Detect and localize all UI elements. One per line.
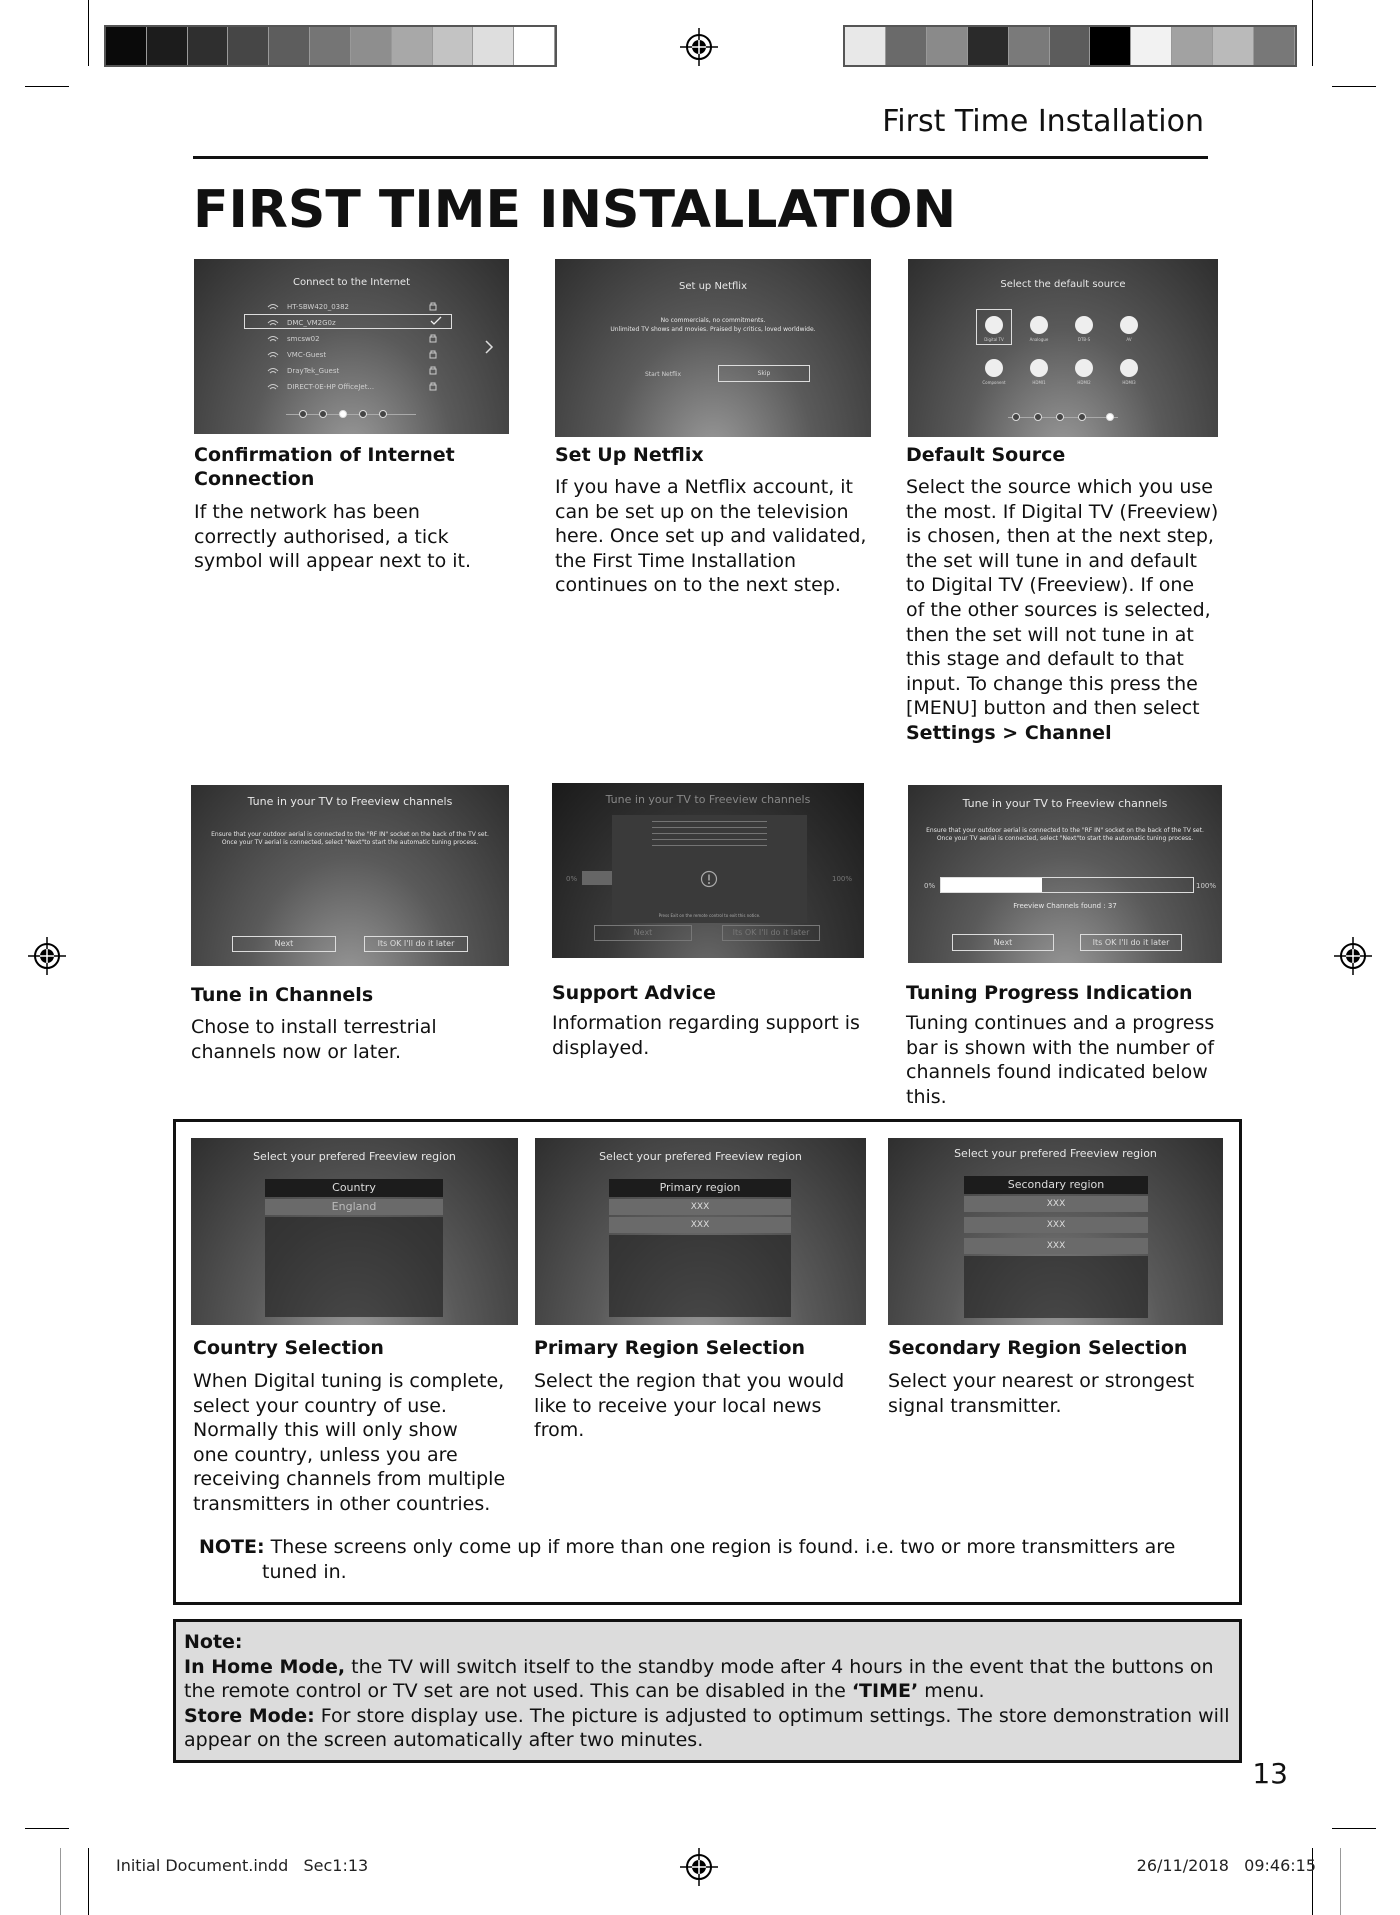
channels-found-text: Freeview Channels found : 37 — [1013, 902, 1117, 910]
color-swatch — [1009, 27, 1050, 65]
color-swatch — [886, 27, 927, 65]
step-dot-active — [339, 410, 347, 418]
step-dot — [359, 410, 367, 418]
home-mode-line — [184, 1655, 1231, 1680]
caption-line: is chosen, then at the next step, — [906, 525, 1214, 548]
page-title: FIRST TIME INSTALLATION — [193, 180, 957, 240]
screenshot-tune-channels — [191, 785, 509, 966]
registration-mark-icon — [1334, 937, 1372, 975]
screen-text: Unlimited TV shows and movies. Praised by critics, loved worldwide. — [610, 326, 816, 333]
screen-text: No commercials, no commitments. — [660, 317, 766, 324]
caption-heading: Tune in Channels — [191, 984, 374, 1006]
skip-button: Skip — [718, 365, 810, 382]
note-text: These screens only come up if more than one region is found. i.e. two or more transmitters are — [270, 1536, 1176, 1558]
screen-title: Select your prefered Freeview region — [599, 1150, 802, 1163]
next-button: Next — [952, 934, 1054, 951]
caption-body — [534, 1369, 844, 1443]
color-swatch — [188, 27, 229, 65]
step-dot — [379, 410, 387, 418]
progress-percent-start: 0% — [566, 875, 578, 883]
step-dot — [319, 410, 327, 418]
start-netflix-label: Start Netflix — [645, 371, 682, 378]
crop-mark — [88, 0, 89, 66]
screenshot-secondary-region — [888, 1138, 1223, 1325]
step-dot — [1056, 413, 1064, 421]
screen-title: Select your prefered Freeview region — [253, 1150, 456, 1163]
caption-line: then the set will not tune in at — [906, 623, 1194, 646]
source-icon — [1120, 316, 1138, 334]
registration-mark-icon — [680, 1848, 718, 1886]
caption-line: If you have a Netflix account, it — [555, 476, 854, 498]
caption-body — [906, 475, 1218, 746]
color-swatch — [927, 27, 968, 65]
tick-icon — [430, 316, 442, 326]
header-rule — [193, 156, 1208, 159]
progress-bar-fill — [941, 878, 1042, 892]
caption-heading: Tuning Progress Indication — [906, 982, 1193, 1004]
support-popup — [612, 815, 807, 923]
color-swatch — [1050, 27, 1091, 65]
caption-heading: Primary Region Selection — [534, 1337, 806, 1359]
wifi-icons — [266, 301, 280, 395]
region-note-continued: tuned in. — [262, 1561, 347, 1583]
color-swatch — [1213, 27, 1254, 65]
color-swatch — [1090, 27, 1131, 65]
screenshot-netflix — [555, 259, 871, 437]
caption-heading-line: Default Source — [906, 444, 1066, 466]
caption-line: the most. If Digital TV (Freeview) — [906, 500, 1219, 523]
registration-mark-icon — [680, 28, 718, 66]
caption-heading: Secondary Region Selection — [888, 1337, 1188, 1359]
store-mode-line — [184, 1704, 1231, 1729]
network-item: DIRECT-0E-HP OfficeJet... — [287, 383, 375, 391]
caption-heading-line: Connection — [194, 468, 315, 490]
caption-body — [555, 475, 866, 598]
caption-line: select your country of use. — [193, 1394, 447, 1417]
caption-line: to Digital TV (Freeview). If one — [906, 574, 1195, 597]
time-menu-label: ‘TIME’ — [851, 1680, 919, 1703]
caption-heading — [555, 443, 704, 467]
step-dot — [1012, 413, 1020, 421]
caption-line: symbol will appear next to it. — [194, 550, 472, 573]
caption-line: one country, unless you are — [193, 1443, 458, 1466]
screen-title: Tune in your TV to Freeview channels — [605, 793, 811, 806]
list-option: XXX — [964, 1196, 1148, 1212]
caption-line: Select the region that you would — [534, 1370, 845, 1392]
screen-title: Select the default source — [1000, 279, 1126, 290]
network-item: smcsw02 — [287, 335, 320, 343]
popup-exit-text: Press Exit on the remote control to exit this notice. — [658, 913, 761, 918]
source-label: HDMI2 — [1077, 380, 1091, 385]
screen-text: Ensure that your outdoor aerial is connected to the "RF IN" socket on the back of the TV set. — [926, 827, 1204, 834]
source-label: HDMI1 — [1032, 380, 1046, 385]
color-swatch — [968, 27, 1009, 65]
caption-line: Select the source which you use — [906, 476, 1213, 498]
source-icon — [1120, 359, 1138, 377]
screenshot-connect-internet — [194, 259, 509, 434]
source-icon — [1030, 316, 1048, 334]
list-option: England — [265, 1199, 443, 1215]
caption-heading-line: Confirmation of Internet — [194, 444, 455, 466]
later-button: Its OK I'll do it later — [722, 925, 820, 941]
list-panel — [265, 1217, 443, 1317]
color-swatch — [228, 27, 269, 65]
caption-line: channels found indicated below — [906, 1061, 1208, 1084]
caption-line: channels now or later. — [191, 1040, 402, 1063]
color-swatch — [147, 27, 188, 65]
source-icon — [985, 316, 1003, 334]
crop-mark — [1312, 0, 1313, 66]
screenshot-primary-region — [535, 1138, 866, 1325]
color-swatch — [1254, 27, 1295, 65]
screen-text: Once your TV aerial is connected, select "Next"to start the automatic tuning process. — [936, 835, 1194, 842]
note-title: Note: — [184, 1631, 243, 1653]
color-swatch — [845, 27, 886, 65]
caption-line: continues on to the next step. — [555, 574, 841, 597]
caption-line: Select your nearest or strongest — [888, 1370, 1195, 1392]
home-mode-text: menu. — [918, 1680, 985, 1703]
caption-body — [193, 1369, 505, 1517]
screen-title: Connect to the Internet — [292, 277, 411, 288]
slug-left: Initial Document.indd Sec1:13 — [116, 1856, 369, 1875]
registration-mark-icon — [28, 937, 66, 975]
caption-line-bold: Settings > Channel — [906, 721, 1112, 744]
caption-heading: Support Advice — [552, 982, 716, 1004]
step-dot — [299, 410, 307, 418]
caption-body — [888, 1369, 1194, 1418]
network-item: DMC_VM2G0z — [287, 319, 336, 327]
caption-heading: Country Selection — [193, 1337, 384, 1359]
caption-body — [191, 1015, 437, 1064]
popup-text-lines — [652, 821, 767, 851]
caption-line: Chose to install terrestrial — [191, 1016, 437, 1038]
page-number: 13 — [1252, 1757, 1288, 1790]
crop-mark — [1332, 86, 1376, 87]
caption-line: of the other sources is selected, — [906, 598, 1211, 621]
step-dot-active — [1106, 413, 1114, 421]
source-icon — [985, 359, 1003, 377]
caption-line: Information regarding support is — [552, 1012, 860, 1034]
color-calibration-bar-left — [104, 25, 557, 67]
chevron-right-icon — [484, 339, 494, 355]
color-swatch — [1131, 27, 1172, 65]
caption-line: like to receive your local news — [534, 1394, 822, 1417]
color-swatch — [514, 27, 555, 65]
caption-line: input. To change this press the — [906, 672, 1198, 695]
caption-line: When Digital tuning is complete, — [193, 1370, 505, 1392]
source-label: Component — [982, 380, 1006, 385]
caption-body — [906, 1011, 1214, 1109]
list-option: XXX — [609, 1217, 791, 1233]
home-mode-line-2 — [184, 1679, 1231, 1704]
color-swatch — [1172, 27, 1213, 65]
home-mode-text: the remote control or TV set are not used. This can be disabled in the — [184, 1680, 852, 1703]
caption-line: Normally this will only show — [193, 1419, 458, 1442]
list-header: Primary region — [609, 1179, 791, 1197]
list-panel — [609, 1235, 791, 1317]
screen-title: Set up Netflix — [678, 281, 747, 292]
color-swatch — [433, 27, 474, 65]
caption-line: [MENU] button and then select — [906, 697, 1200, 720]
list-header: Secondary region — [964, 1176, 1148, 1194]
color-swatch — [473, 27, 514, 65]
crop-mark — [25, 86, 69, 87]
warning-icon — [700, 870, 718, 888]
source-label: AV — [1126, 337, 1132, 342]
caption-heading-line: Set Up Netflix — [555, 444, 704, 466]
network-item: DrayTek_Guest — [287, 367, 340, 375]
caption-line: can be set up on the television — [555, 500, 849, 523]
note-label: NOTE: — [199, 1536, 265, 1558]
next-button: Next — [232, 936, 336, 952]
later-button: Its OK I'll do it later — [364, 936, 468, 952]
screen-title: Tune in your TV to Freeview channels — [962, 797, 1168, 810]
source-label: Digital TV — [984, 337, 1004, 342]
next-button: Next — [594, 925, 692, 941]
caption-heading — [194, 443, 455, 491]
color-calibration-bar-right — [843, 25, 1297, 67]
color-swatch — [106, 27, 147, 65]
caption-line: receiving channels from multiple — [193, 1468, 506, 1491]
region-note — [199, 1535, 1175, 1560]
list-option: XXX — [609, 1199, 791, 1215]
step-dot — [1078, 413, 1086, 421]
caption-line: the First Time Installation — [555, 549, 797, 572]
network-item: VMC-Guest — [287, 351, 327, 359]
store-mode-line-2: appear on the screen automatically after two minutes. — [184, 1729, 704, 1752]
source-label: Analogue — [1029, 337, 1049, 342]
color-swatch — [269, 27, 310, 65]
later-button: Its OK I'll do it later — [1080, 934, 1182, 951]
caption-line: here. Once set up and validated, — [555, 525, 867, 548]
progress-bar-track — [940, 877, 1194, 893]
caption-line: bar is shown with the number of — [906, 1036, 1215, 1059]
screenshot-default-source — [908, 259, 1218, 437]
crop-mark — [1340, 1848, 1341, 1915]
running-head: First Time Installation — [882, 104, 1204, 139]
step-dot — [1034, 413, 1042, 421]
crop-mark — [60, 1848, 61, 1915]
caption-line: the set will tune in and default — [906, 549, 1197, 572]
store-mode-text: For store display use. The picture is adjusted to optimum settings. The store demonstration will — [314, 1704, 1230, 1727]
source-icon — [1075, 359, 1093, 377]
screen-title: Tune in your TV to Freeview channels — [247, 795, 453, 808]
source-icon — [1075, 316, 1093, 334]
color-swatch — [351, 27, 392, 65]
screenshot-support-advice — [552, 783, 864, 958]
caption-line: correctly authorised, a tick — [194, 525, 449, 548]
color-swatch — [310, 27, 351, 65]
progress-percent-end: 100% — [1196, 882, 1217, 890]
caption-line: displayed. — [552, 1036, 650, 1059]
caption-line: signal transmitter. — [888, 1394, 1062, 1417]
caption-line: transmitters in other countries. — [193, 1492, 491, 1515]
caption-line: Tuning continues and a progress — [906, 1012, 1215, 1034]
list-panel — [964, 1256, 1148, 1318]
source-label: DTB-S — [1077, 337, 1091, 342]
progress-percent-start: 0% — [924, 882, 936, 890]
screenshot-country-selection — [191, 1138, 518, 1325]
caption-line: this. — [906, 1085, 947, 1108]
list-header: Country — [265, 1179, 443, 1197]
crop-mark — [1332, 1828, 1376, 1829]
progress-percent-end: 100% — [832, 875, 853, 883]
caption-body — [552, 1011, 860, 1060]
caption-heading — [906, 443, 1065, 467]
screen-text: Once your TV aerial is connected, select "Next"to start the automatic tuning process. — [221, 839, 479, 846]
crop-mark — [25, 1828, 69, 1829]
network-item: HT-SBW420_0382 — [287, 303, 350, 311]
home-mode-label: In Home Mode, — [184, 1655, 346, 1678]
source-icon — [1030, 359, 1048, 377]
source-label: HDMI3 — [1122, 380, 1136, 385]
crop-mark — [88, 1848, 89, 1915]
screen-text: Ensure that your outdoor aerial is connected to the "RF IN" socket on the back of the TV set. — [211, 831, 489, 838]
list-option: XXX — [964, 1238, 1148, 1254]
store-mode-label: Store Mode: — [184, 1704, 315, 1727]
home-mode-text: the TV will switch itself to the standby mode after 4 hours in the event that the buttons on — [345, 1655, 1214, 1678]
mode-note-box — [173, 1619, 1242, 1763]
caption-line: If the network has been — [194, 501, 420, 523]
screen-title: Select your prefered Freeview region — [954, 1147, 1157, 1160]
caption-body — [194, 500, 471, 574]
caption-line: from. — [534, 1419, 585, 1442]
list-option: XXX — [964, 1217, 1148, 1233]
screenshot-tuning-progress — [908, 785, 1222, 963]
color-swatch — [392, 27, 433, 65]
caption-line: this stage and default to that — [906, 648, 1184, 671]
slug-right: 26/11/2018 09:46:15 — [1136, 1856, 1316, 1875]
